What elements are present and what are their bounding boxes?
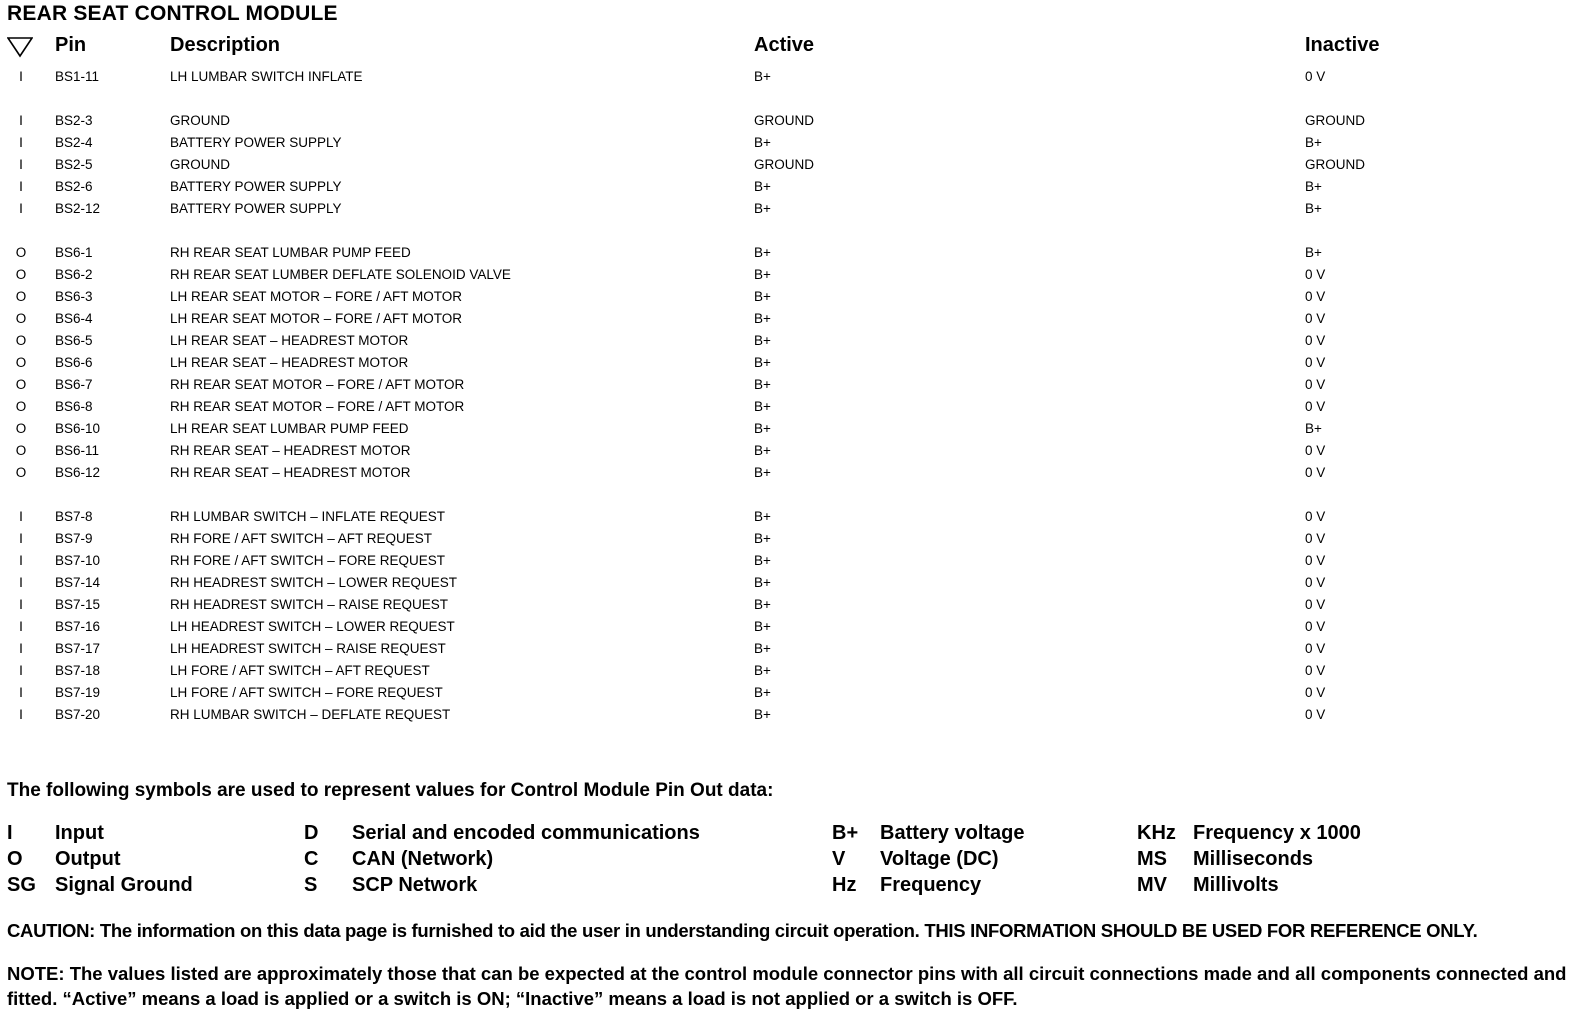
pin-table <box>0 66 1584 726</box>
table-row <box>0 682 1584 704</box>
description-cell: LH REAR SEAT LUMBAR PUMP FEED <box>170 421 409 436</box>
caution-text: CAUTION: The information on this data page is furnished to aid the user in understanding circuit operation. THIS INFORMATION SHOULD BE USED FOR REFERENCE ONLY. <box>7 920 1478 941</box>
active-cell: B+ <box>754 575 771 590</box>
legend-text: Frequency x 1000 <box>1193 822 1361 844</box>
direction-cell: I <box>19 157 23 172</box>
description-cell: BATTERY POWER SUPPLY <box>170 179 342 194</box>
legend-text: CAN (Network) <box>352 848 494 870</box>
legend-code: B+ <box>832 822 859 844</box>
inactive-cell: 0 V <box>1305 509 1326 524</box>
direction-cell: I <box>19 531 23 546</box>
active-cell: B+ <box>754 267 771 282</box>
pin-cell: BS6-1 <box>55 245 93 260</box>
table-row <box>0 176 1584 198</box>
pin-cell: BS6-11 <box>55 443 100 458</box>
direction-cell: I <box>19 597 23 612</box>
table-row <box>0 66 1584 88</box>
table-row <box>0 638 1584 660</box>
legend-item <box>304 872 724 898</box>
legend-text: Frequency <box>880 874 982 896</box>
direction-cell: O <box>15 245 27 260</box>
active-cell: B+ <box>754 311 771 326</box>
pin-cell: BS7-18 <box>55 663 101 678</box>
description-cell: BATTERY POWER SUPPLY <box>170 201 342 216</box>
active-cell: B+ <box>754 421 771 436</box>
inactive-cell: 0 V <box>1305 267 1326 282</box>
inactive-cell: 0 V <box>1305 465 1326 480</box>
legend-item <box>1137 820 1557 846</box>
pin-cell: BS7-10 <box>55 553 101 568</box>
active-cell: B+ <box>754 531 771 546</box>
pin-cell: BS6-2 <box>55 267 93 282</box>
legend-text: Input <box>55 822 104 844</box>
description-cell: RH REAR SEAT LUMBER DEFLATE SOLENOID VALVE <box>170 267 511 282</box>
direction-cell: I <box>19 201 23 216</box>
pin-cell: BS2-6 <box>55 179 93 194</box>
table-row <box>0 374 1584 396</box>
pin-cell: BS7-20 <box>55 707 101 722</box>
inactive-cell: GROUND <box>1305 113 1365 128</box>
table-row <box>0 330 1584 352</box>
table-row <box>0 594 1584 616</box>
direction-cell: O <box>15 267 27 282</box>
pin-cell: BS6-10 <box>55 421 101 436</box>
active-cell: B+ <box>754 663 771 678</box>
pin-cell: BS2-3 <box>55 113 93 128</box>
description-cell: LH LUMBAR SWITCH INFLATE <box>170 69 363 84</box>
direction-cell: I <box>19 685 23 700</box>
description-cell: BATTERY POWER SUPPLY <box>170 135 342 150</box>
description-cell: LH REAR SEAT MOTOR – FORE / AFT MOTOR <box>170 311 463 326</box>
inactive-cell: 0 V <box>1305 531 1326 546</box>
active-cell: B+ <box>754 333 771 348</box>
legend-text: Millivolts <box>1193 874 1279 896</box>
inactive-cell: 0 V <box>1305 289 1326 304</box>
inactive-cell: B+ <box>1305 421 1322 436</box>
description-cell: RH REAR SEAT LUMBAR PUMP FEED <box>170 245 411 260</box>
group-spacer <box>0 220 1584 242</box>
description-cell: RH LUMBAR SWITCH – DEFLATE REQUEST <box>170 707 451 722</box>
pin-cell: BS7-19 <box>55 685 101 700</box>
direction-cell: O <box>15 399 27 414</box>
inactive-cell: GROUND <box>1305 157 1365 172</box>
pin-cell: BS6-6 <box>55 355 93 370</box>
description-cell: LH HEADREST SWITCH – RAISE REQUEST <box>170 641 446 656</box>
direction-cell: O <box>15 421 27 436</box>
active-cell: B+ <box>754 245 771 260</box>
table-row <box>0 528 1584 550</box>
direction-cell: I <box>19 509 23 524</box>
active-cell: GROUND <box>754 113 814 128</box>
table-row <box>0 308 1584 330</box>
legend-code: SG <box>7 874 36 896</box>
inactive-cell: B+ <box>1305 179 1322 194</box>
description-cell: RH REAR SEAT – HEADREST MOTOR <box>170 443 411 458</box>
direction-cell: O <box>15 289 27 304</box>
direction-cell: O <box>15 465 27 480</box>
legend-code: MS <box>1137 848 1167 870</box>
pin-cell: BS6-12 <box>55 465 101 480</box>
inactive-cell: 0 V <box>1305 663 1326 678</box>
active-cell: B+ <box>754 377 771 392</box>
direction-cell: I <box>19 619 23 634</box>
direction-cell: I <box>19 575 23 590</box>
direction-cell: O <box>15 355 27 370</box>
active-cell: B+ <box>754 685 771 700</box>
description-cell: GROUND <box>170 157 230 172</box>
pin-cell: BS1-11 <box>55 69 100 84</box>
table-row <box>0 198 1584 220</box>
inactive-cell: B+ <box>1305 135 1322 150</box>
direction-cell: I <box>19 553 23 568</box>
pin-cell: BS7-16 <box>55 619 101 634</box>
table-row <box>0 616 1584 638</box>
legend-text: SCP Network <box>352 874 478 896</box>
legend-code: S <box>304 874 318 896</box>
group-spacer <box>0 484 1584 506</box>
description-cell: RH REAR SEAT – HEADREST MOTOR <box>170 465 411 480</box>
direction-cell: I <box>19 641 23 656</box>
table-row <box>0 396 1584 418</box>
table-row <box>0 154 1584 176</box>
inactive-cell: 0 V <box>1305 619 1326 634</box>
inactive-cell: 0 V <box>1305 597 1326 612</box>
table-row <box>0 572 1584 594</box>
direction-cell: I <box>19 707 23 722</box>
legend-item <box>304 846 724 872</box>
inactive-cell: B+ <box>1305 201 1322 216</box>
pin-cell: BS6-7 <box>55 377 93 392</box>
legend-code: MV <box>1137 874 1167 896</box>
description-cell: LH REAR SEAT – HEADREST MOTOR <box>170 355 409 370</box>
direction-cell: I <box>19 135 23 150</box>
table-row <box>0 440 1584 462</box>
symbols-title: The following symbols are used to represent values for Control Module Pin Out data: <box>7 780 774 801</box>
legend-text: Signal Ground <box>55 874 193 896</box>
direction-cell: O <box>15 377 27 392</box>
pin-column-header: Pin <box>55 34 87 56</box>
legend-code: KHz <box>1137 822 1176 844</box>
direction-cell: O <box>15 333 27 348</box>
active-cell: B+ <box>754 179 771 194</box>
legend-text: Milliseconds <box>1193 848 1314 870</box>
table-row <box>0 550 1584 572</box>
active-cell: B+ <box>754 707 771 722</box>
inactive-cell: 0 V <box>1305 355 1326 370</box>
pin-cell: BS7-8 <box>55 509 93 524</box>
active-cell: B+ <box>754 69 771 84</box>
active-cell: B+ <box>754 355 771 370</box>
legend-text: Voltage (DC) <box>880 848 999 870</box>
legend-text: Battery voltage <box>880 822 1025 844</box>
direction-cell: I <box>19 113 23 128</box>
inactive-cell: 0 V <box>1305 333 1326 348</box>
legend-text: Output <box>55 848 121 870</box>
pin-cell: BS2-5 <box>55 157 93 172</box>
legend-code: C <box>304 848 319 870</box>
table-row <box>0 506 1584 528</box>
active-cell: B+ <box>754 201 771 216</box>
description-cell: GROUND <box>170 113 230 128</box>
legend-text: Serial and encoded communications <box>352 822 700 844</box>
description-cell: RH FORE / AFT SWITCH – FORE REQUEST <box>170 553 446 568</box>
direction-cell: I <box>19 663 23 678</box>
inactive-cell: 0 V <box>1305 641 1326 656</box>
description-cell: LH REAR SEAT – HEADREST MOTOR <box>170 333 409 348</box>
active-cell: B+ <box>754 553 771 568</box>
table-row <box>0 132 1584 154</box>
active-cell: B+ <box>754 641 771 656</box>
description-cell: RH HEADREST SWITCH – LOWER REQUEST <box>170 575 458 590</box>
description-cell: RH FORE / AFT SWITCH – AFT REQUEST <box>170 531 433 546</box>
active-cell: B+ <box>754 399 771 414</box>
legend-code: D <box>304 822 319 844</box>
legend-code: Hz <box>832 874 857 896</box>
description-cell: RH REAR SEAT MOTOR – FORE / AFT MOTOR <box>170 377 465 392</box>
legend-code: I <box>7 822 13 844</box>
inactive-cell: 0 V <box>1305 377 1326 392</box>
active-cell: B+ <box>754 619 771 634</box>
legend-column <box>1137 820 1557 898</box>
direction-cell: O <box>15 311 27 326</box>
legend-code: V <box>832 848 846 870</box>
inactive-column-header: Inactive <box>1305 34 1380 56</box>
pin-cell: BS6-5 <box>55 333 93 348</box>
description-column-header: Description <box>170 34 281 56</box>
pin-cell: BS7-17 <box>55 641 101 656</box>
description-cell: LH FORE / AFT SWITCH – FORE REQUEST <box>170 685 443 700</box>
pin-cell: BS7-9 <box>55 531 93 546</box>
inactive-cell: 0 V <box>1305 685 1326 700</box>
table-row <box>0 704 1584 726</box>
active-cell: B+ <box>754 597 771 612</box>
pin-cell: BS6-3 <box>55 289 93 304</box>
table-row <box>0 264 1584 286</box>
direction-cell: O <box>15 443 27 458</box>
table-row <box>0 110 1584 132</box>
direction-cell: I <box>19 69 23 84</box>
table-row <box>0 418 1584 440</box>
direction-cell: I <box>19 179 23 194</box>
legend-item <box>1137 846 1557 872</box>
legend-column <box>304 820 724 898</box>
inactive-cell: B+ <box>1305 245 1322 260</box>
table-row <box>0 242 1584 264</box>
inactive-cell: 0 V <box>1305 69 1326 84</box>
pin-cell: BS2-12 <box>55 201 101 216</box>
pin-cell: BS7-15 <box>55 597 101 612</box>
pin-cell: BS7-14 <box>55 575 101 590</box>
active-cell: B+ <box>754 509 771 524</box>
table-row <box>0 352 1584 374</box>
legend-item <box>1137 872 1557 898</box>
direction-triangle-icon <box>7 36 33 58</box>
active-cell: B+ <box>754 289 771 304</box>
active-cell: B+ <box>754 135 771 150</box>
legend-code: O <box>7 848 23 870</box>
active-column-header: Active <box>754 34 815 56</box>
active-cell: B+ <box>754 465 771 480</box>
active-cell: B+ <box>754 443 771 458</box>
table-row <box>0 462 1584 484</box>
inactive-cell: 0 V <box>1305 553 1326 568</box>
active-cell: GROUND <box>754 157 814 172</box>
table-row <box>0 286 1584 308</box>
inactive-cell: 0 V <box>1305 575 1326 590</box>
inactive-cell: 0 V <box>1305 443 1326 458</box>
inactive-cell: 0 V <box>1305 311 1326 326</box>
description-cell: LH REAR SEAT MOTOR – FORE / AFT MOTOR <box>170 289 463 304</box>
note-text: NOTE: The values listed are approximately those that can be expected at the control module connector pins with all circuit connections made and all components connected and fitted. “Active” means a load is applied or a switch is ON; “Inactive” means a load is not applied or a switch is OFF. <box>7 963 1567 1009</box>
table-row <box>0 660 1584 682</box>
description-cell: LH FORE / AFT SWITCH – AFT REQUEST <box>170 663 430 678</box>
description-cell: LH HEADREST SWITCH – LOWER REQUEST <box>170 619 455 634</box>
description-cell: RH LUMBAR SWITCH – INFLATE REQUEST <box>170 509 446 524</box>
pin-cell: BS2-4 <box>55 135 93 150</box>
inactive-cell: 0 V <box>1305 399 1326 414</box>
page-title: REAR SEAT CONTROL MODULE <box>7 2 338 25</box>
description-cell: RH REAR SEAT MOTOR – FORE / AFT MOTOR <box>170 399 465 414</box>
legend-item <box>304 820 724 846</box>
pin-cell: BS6-4 <box>55 311 93 326</box>
description-cell: RH HEADREST SWITCH – RAISE REQUEST <box>170 597 449 612</box>
group-spacer <box>0 88 1584 110</box>
inactive-cell: 0 V <box>1305 707 1326 722</box>
pin-cell: BS6-8 <box>55 399 93 414</box>
